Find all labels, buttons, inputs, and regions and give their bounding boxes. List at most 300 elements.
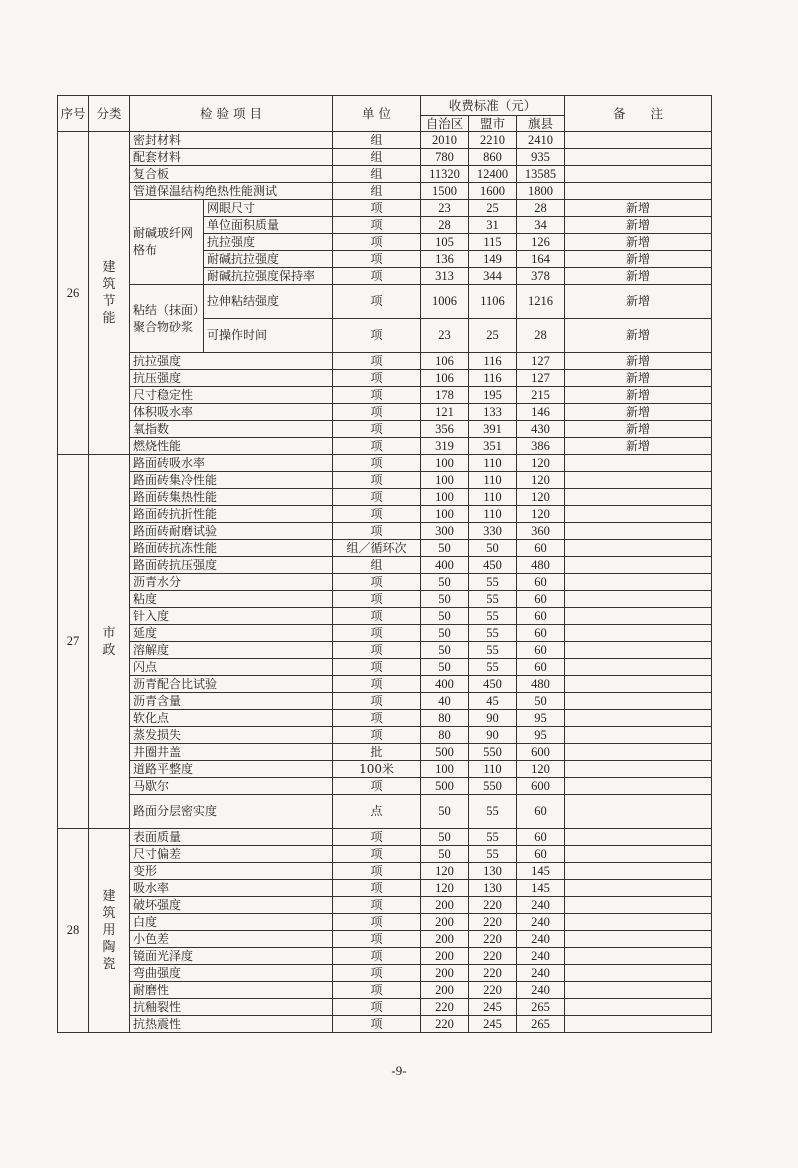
remark-cell <box>565 489 712 506</box>
table-row <box>58 557 712 574</box>
table-row <box>58 523 712 540</box>
remark-cell <box>565 1016 712 1033</box>
fee-banner: 28 <box>517 319 565 353</box>
fee-region: 50 <box>421 795 469 829</box>
fee-region: 220 <box>421 999 469 1016</box>
fee-league: 55 <box>469 625 517 642</box>
item-name: 马歇尔 <box>130 778 333 795</box>
remark-cell: 新增 <box>565 268 712 285</box>
remark-cell <box>565 608 712 625</box>
remark-cell: 新增 <box>565 353 712 370</box>
fee-region: 300 <box>421 523 469 540</box>
unit-cell: 项 <box>333 353 421 370</box>
fee-banner: 240 <box>517 931 565 948</box>
fee-league: 149 <box>469 251 517 268</box>
unit-cell: 项 <box>333 1016 421 1033</box>
item-name: 密封材料 <box>130 132 333 149</box>
fee-banner: 60 <box>517 591 565 608</box>
fee-region: 23 <box>421 319 469 353</box>
unit-cell: 项 <box>333 319 421 353</box>
unit-cell: 项 <box>333 285 421 319</box>
fee-table-sheet <box>57 95 711 1031</box>
fee-banner: 60 <box>517 795 565 829</box>
unit-cell: 项 <box>333 608 421 625</box>
item-name: 变形 <box>130 863 333 880</box>
unit-cell: 项 <box>333 455 421 472</box>
fee-region: 120 <box>421 863 469 880</box>
remark-cell: 新增 <box>565 438 712 455</box>
fee-league: 116 <box>469 370 517 387</box>
remark-cell <box>565 693 712 710</box>
fee-region: 1006 <box>421 285 469 319</box>
item-name: 配套材料 <box>130 149 333 166</box>
section-seq: 26 <box>58 132 89 455</box>
unit-cell: 项 <box>333 268 421 285</box>
fee-league: 391 <box>469 421 517 438</box>
category-char: 陶 <box>102 940 116 955</box>
category-char: 用 <box>102 923 116 938</box>
fee-banner: 1216 <box>517 285 565 319</box>
fee-region: 178 <box>421 387 469 404</box>
table-row <box>58 1016 712 1033</box>
section-category <box>89 829 130 1033</box>
category-char: 能 <box>102 311 116 326</box>
remark-cell <box>565 829 712 846</box>
item-name: 弯曲强度 <box>130 965 333 982</box>
unit-cell: 项 <box>333 659 421 676</box>
fee-league: 110 <box>469 761 517 778</box>
header-remark: 备 注 <box>565 96 712 132</box>
remark-cell <box>565 540 712 557</box>
table-row <box>58 285 712 319</box>
item-name: 氧指数 <box>130 421 333 438</box>
header-league: 盟市 <box>469 116 517 132</box>
fee-region: 400 <box>421 676 469 693</box>
fee-league: 110 <box>469 472 517 489</box>
fee-league: 55 <box>469 574 517 591</box>
fee-region: 50 <box>421 591 469 608</box>
remark-cell <box>565 472 712 489</box>
remark-cell <box>565 863 712 880</box>
unit-cell: 100米 <box>333 761 421 778</box>
fee-league: 220 <box>469 965 517 982</box>
category-char: 市 <box>102 625 116 641</box>
item-name: 拉伸粘结强度 <box>204 285 333 319</box>
unit-cell: 项 <box>333 438 421 455</box>
fee-banner: 13585 <box>517 166 565 183</box>
fee-banner: 240 <box>517 897 565 914</box>
fee-banner: 480 <box>517 676 565 693</box>
fee-league: 55 <box>469 829 517 846</box>
header-fee-standard: 收费标准（元） <box>421 96 565 116</box>
table-row <box>58 693 712 710</box>
remark-cell <box>565 506 712 523</box>
unit-cell: 组 <box>333 166 421 183</box>
fee-region: 780 <box>421 149 469 166</box>
category-char: 瓷 <box>102 957 116 972</box>
fee-league: 12400 <box>469 166 517 183</box>
unit-cell: 组 <box>333 132 421 149</box>
fee-banner: 240 <box>517 914 565 931</box>
fee-banner: 146 <box>517 404 565 421</box>
remark-cell <box>565 999 712 1016</box>
item-name: 可操作时间 <box>204 319 333 353</box>
fee-region: 40 <box>421 693 469 710</box>
fee-banner: 240 <box>517 982 565 999</box>
item-name: 路面砖集冷性能 <box>130 472 333 489</box>
fee-league: 2210 <box>469 132 517 149</box>
unit-cell: 项 <box>333 421 421 438</box>
fee-league: 130 <box>469 880 517 897</box>
fee-region: 50 <box>421 540 469 557</box>
table-row <box>58 200 712 217</box>
remark-cell <box>565 710 712 727</box>
table-row <box>58 846 712 863</box>
fee-region: 50 <box>421 642 469 659</box>
unit-cell: 项 <box>333 489 421 506</box>
item-name: 管道保温结构绝热性能测试 <box>130 183 333 200</box>
header-region: 自治区 <box>421 116 469 132</box>
unit-cell: 项 <box>333 217 421 234</box>
fee-region: 319 <box>421 438 469 455</box>
fee-region: 2010 <box>421 132 469 149</box>
table-row <box>58 489 712 506</box>
remark-cell <box>565 897 712 914</box>
table-row <box>58 642 712 659</box>
remark-cell <box>565 846 712 863</box>
fee-league: 55 <box>469 846 517 863</box>
table-row <box>58 132 712 149</box>
fee-league: 344 <box>469 268 517 285</box>
fee-league: 45 <box>469 693 517 710</box>
remark-cell <box>565 761 712 778</box>
fee-banner: 600 <box>517 744 565 761</box>
item-name: 路面砖集热性能 <box>130 489 333 506</box>
fee-banner: 95 <box>517 710 565 727</box>
table-row <box>58 625 712 642</box>
unit-cell: 组／循环次 <box>333 540 421 557</box>
unit-cell: 项 <box>333 506 421 523</box>
fee-league: 245 <box>469 999 517 1016</box>
fee-league: 550 <box>469 778 517 795</box>
fee-region: 11320 <box>421 166 469 183</box>
unit-cell: 项 <box>333 914 421 931</box>
fee-league: 1106 <box>469 285 517 319</box>
fee-league: 220 <box>469 931 517 948</box>
unit-cell: 项 <box>333 370 421 387</box>
table-row <box>58 744 712 761</box>
remark-cell: 新增 <box>565 285 712 319</box>
fee-league: 110 <box>469 506 517 523</box>
table-row <box>58 829 712 846</box>
item-name: 抗热震性 <box>130 1016 333 1033</box>
unit-cell: 组 <box>333 149 421 166</box>
table-row <box>58 914 712 931</box>
remark-cell <box>565 183 712 200</box>
fee-banner: 60 <box>517 659 565 676</box>
unit-cell: 项 <box>333 676 421 693</box>
fee-league: 330 <box>469 523 517 540</box>
item-name: 道路平整度 <box>130 761 333 778</box>
remark-cell <box>565 659 712 676</box>
fee-league: 220 <box>469 897 517 914</box>
item-name: 路面砖抗压强度 <box>130 557 333 574</box>
remark-cell <box>565 744 712 761</box>
item-name: 单位面积质量 <box>204 217 333 234</box>
table-row <box>58 948 712 965</box>
unit-cell: 项 <box>333 200 421 217</box>
section-category <box>89 455 130 829</box>
fee-region: 120 <box>421 880 469 897</box>
unit-cell: 项 <box>333 251 421 268</box>
table-row <box>58 506 712 523</box>
fee-region: 106 <box>421 370 469 387</box>
fee-table <box>57 95 712 1033</box>
item-name: 吸水率 <box>130 880 333 897</box>
unit-cell: 项 <box>333 642 421 659</box>
fee-banner: 120 <box>517 489 565 506</box>
remark-cell: 新增 <box>565 404 712 421</box>
table-row <box>58 574 712 591</box>
table-row <box>58 659 712 676</box>
group-name: 粘结（抹面）聚合物砂浆 <box>130 285 204 353</box>
section-seq: 28 <box>58 829 89 1033</box>
unit-cell: 项 <box>333 880 421 897</box>
fee-region: 200 <box>421 948 469 965</box>
remark-cell: 新增 <box>565 421 712 438</box>
remark-cell: 新增 <box>565 234 712 251</box>
fee-region: 28 <box>421 217 469 234</box>
table-row <box>58 166 712 183</box>
unit-cell: 批 <box>333 744 421 761</box>
remark-cell: 新增 <box>565 319 712 353</box>
fee-banner: 600 <box>517 778 565 795</box>
fee-region: 23 <box>421 200 469 217</box>
fee-region: 220 <box>421 1016 469 1033</box>
unit-cell: 项 <box>333 234 421 251</box>
table-row <box>58 421 712 438</box>
header-category: 分类 <box>89 96 130 132</box>
item-name: 小色差 <box>130 931 333 948</box>
category-char: 筑 <box>102 277 116 292</box>
fee-region: 50 <box>421 659 469 676</box>
header-seq-text: 序号 <box>60 106 86 121</box>
header-unit: 单 位 <box>333 96 421 132</box>
item-name: 沥青配合比试验 <box>130 676 333 693</box>
table-row <box>58 761 712 778</box>
table-row <box>58 965 712 982</box>
fee-league: 25 <box>469 200 517 217</box>
fee-region: 50 <box>421 829 469 846</box>
unit-cell: 项 <box>333 778 421 795</box>
group-name: 耐碱玻纤网格布 <box>130 200 204 285</box>
fee-banner: 265 <box>517 1016 565 1033</box>
remark-cell <box>565 931 712 948</box>
item-name: 软化点 <box>130 710 333 727</box>
fee-banner: 2410 <box>517 132 565 149</box>
fee-region: 106 <box>421 353 469 370</box>
remark-cell: 新增 <box>565 387 712 404</box>
table-row <box>58 931 712 948</box>
item-name: 燃烧性能 <box>130 438 333 455</box>
fee-league: 351 <box>469 438 517 455</box>
fee-league: 50 <box>469 540 517 557</box>
fee-league: 133 <box>469 404 517 421</box>
fee-region: 200 <box>421 897 469 914</box>
fee-league: 245 <box>469 1016 517 1033</box>
fee-banner: 60 <box>517 846 565 863</box>
fee-banner: 265 <box>517 999 565 1016</box>
unit-cell: 项 <box>333 523 421 540</box>
remark-cell <box>565 965 712 982</box>
fee-league: 860 <box>469 149 517 166</box>
fee-banner: 120 <box>517 472 565 489</box>
remark-cell: 新增 <box>565 251 712 268</box>
unit-cell: 项 <box>333 982 421 999</box>
fee-region: 50 <box>421 608 469 625</box>
fee-banner: 145 <box>517 863 565 880</box>
fee-league: 55 <box>469 642 517 659</box>
item-name: 复合板 <box>130 166 333 183</box>
item-name: 抗釉裂性 <box>130 999 333 1016</box>
fee-region: 500 <box>421 744 469 761</box>
fee-banner: 145 <box>517 880 565 897</box>
table-row <box>58 982 712 999</box>
item-name: 抗压强度 <box>130 370 333 387</box>
item-name: 尺寸稳定性 <box>130 387 333 404</box>
unit-cell: 项 <box>333 472 421 489</box>
remark-cell <box>565 948 712 965</box>
unit-cell: 项 <box>333 591 421 608</box>
table-row <box>58 455 712 472</box>
item-name: 路面砖耐磨试验 <box>130 523 333 540</box>
fee-league: 450 <box>469 676 517 693</box>
fee-region: 313 <box>421 268 469 285</box>
header-seq <box>58 96 89 132</box>
fee-league: 55 <box>469 795 517 829</box>
fee-banner: 60 <box>517 540 565 557</box>
fee-banner: 127 <box>517 370 565 387</box>
fee-banner: 95 <box>517 727 565 744</box>
fee-league: 90 <box>469 727 517 744</box>
fee-league: 55 <box>469 659 517 676</box>
unit-cell: 项 <box>333 863 421 880</box>
remark-cell <box>565 149 712 166</box>
item-name: 闪点 <box>130 659 333 676</box>
fee-banner: 935 <box>517 149 565 166</box>
fee-banner: 34 <box>517 217 565 234</box>
fee-league: 55 <box>469 591 517 608</box>
fee-region: 80 <box>421 727 469 744</box>
section-category <box>89 132 130 455</box>
remark-cell <box>565 676 712 693</box>
fee-banner: 127 <box>517 353 565 370</box>
item-name: 沥青含量 <box>130 693 333 710</box>
fee-region: 100 <box>421 472 469 489</box>
unit-cell: 项 <box>333 965 421 982</box>
unit-cell: 项 <box>333 574 421 591</box>
table-body <box>58 132 712 1033</box>
fee-region: 356 <box>421 421 469 438</box>
item-name: 针入度 <box>130 608 333 625</box>
item-name: 路面分层密实度 <box>130 795 333 829</box>
fee-banner: 60 <box>517 642 565 659</box>
unit-cell: 项 <box>333 404 421 421</box>
fee-banner: 240 <box>517 948 565 965</box>
fee-region: 200 <box>421 914 469 931</box>
fee-region: 100 <box>421 506 469 523</box>
fee-region: 50 <box>421 846 469 863</box>
fee-league: 116 <box>469 353 517 370</box>
item-name: 网眼尺寸 <box>204 200 333 217</box>
category-char: 筑 <box>102 906 116 921</box>
table-row <box>58 591 712 608</box>
table-row <box>58 540 712 557</box>
fee-banner: 120 <box>517 455 565 472</box>
fee-banner: 120 <box>517 761 565 778</box>
fee-league: 55 <box>469 608 517 625</box>
unit-cell: 项 <box>333 710 421 727</box>
fee-banner: 60 <box>517 829 565 846</box>
item-name: 井圈井盖 <box>130 744 333 761</box>
fee-region: 105 <box>421 234 469 251</box>
fee-region: 200 <box>421 965 469 982</box>
table-row <box>58 387 712 404</box>
remark-cell: 新增 <box>565 200 712 217</box>
item-name: 路面砖抗冻性能 <box>130 540 333 557</box>
item-name: 抗拉强度 <box>204 234 333 251</box>
unit-cell: 项 <box>333 846 421 863</box>
category-char: 政 <box>102 642 116 658</box>
fee-banner: 120 <box>517 506 565 523</box>
table-row <box>58 880 712 897</box>
fee-league: 220 <box>469 982 517 999</box>
fee-banner: 1800 <box>517 183 565 200</box>
table-row <box>58 404 712 421</box>
fee-banner: 50 <box>517 693 565 710</box>
page-number: -9- <box>391 1063 407 1078</box>
table-row <box>58 897 712 914</box>
fee-banner: 60 <box>517 608 565 625</box>
remark-cell: 新增 <box>565 217 712 234</box>
table-row <box>58 710 712 727</box>
fee-banner: 60 <box>517 574 565 591</box>
unit-cell: 项 <box>333 829 421 846</box>
remark-cell <box>565 455 712 472</box>
table-row <box>58 438 712 455</box>
fee-league: 220 <box>469 948 517 965</box>
category-char: 建 <box>102 260 116 275</box>
remark-cell <box>565 982 712 999</box>
fee-league: 450 <box>469 557 517 574</box>
table-row <box>58 795 712 829</box>
fee-league: 1600 <box>469 183 517 200</box>
fee-league: 31 <box>469 217 517 234</box>
table-row <box>58 999 712 1016</box>
item-name: 粘度 <box>130 591 333 608</box>
fee-region: 200 <box>421 931 469 948</box>
remark-cell <box>565 642 712 659</box>
unit-cell: 项 <box>333 727 421 744</box>
fee-league: 25 <box>469 319 517 353</box>
fee-region: 50 <box>421 625 469 642</box>
fee-league: 90 <box>469 710 517 727</box>
item-name: 体积吸水率 <box>130 404 333 421</box>
item-name: 抗拉强度 <box>130 353 333 370</box>
fee-banner: 480 <box>517 557 565 574</box>
unit-cell: 组 <box>333 557 421 574</box>
item-name: 溶解度 <box>130 642 333 659</box>
